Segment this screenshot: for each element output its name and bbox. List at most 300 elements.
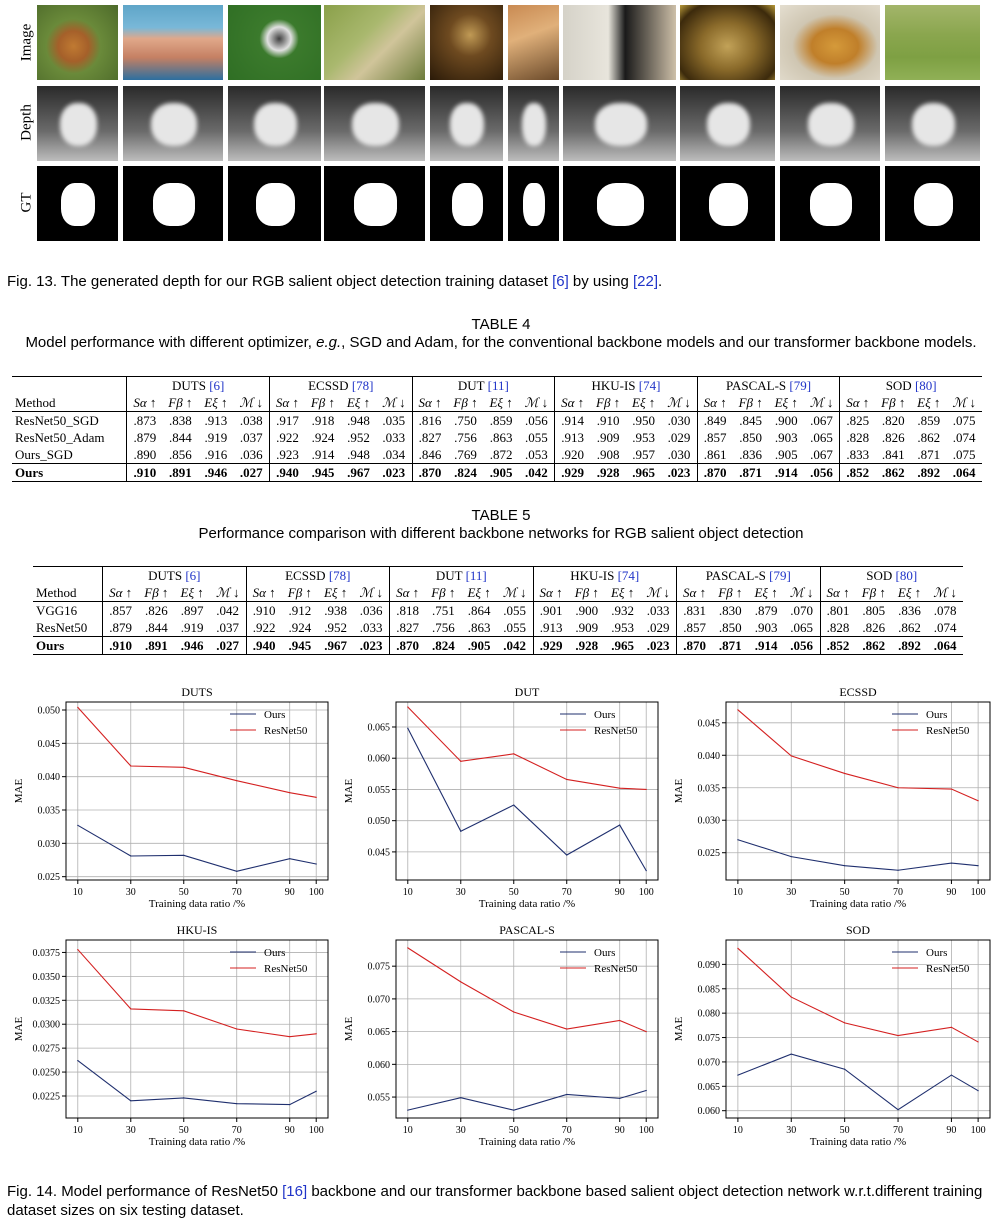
data-point [236,780,237,781]
value-cell: .890 [127,446,162,464]
value-cell: .036 [359,603,383,618]
dataset-header: DUTS [6] [127,377,270,395]
metric-header: Sα ↑ [555,394,590,412]
metric-header: Fβ ↑ [712,584,748,602]
sample-image [885,5,980,80]
series-line-ours [738,840,978,871]
data-point [460,831,461,832]
value-cell: .042 [216,603,240,618]
y-tick-label: 0.060 [367,753,390,765]
x-tick-label: 50 [178,887,189,898]
x-tick-label: 30 [125,887,136,898]
y-tick-label: 0.045 [37,738,60,750]
value-cell: .952 [347,430,370,445]
value-cell: .035 [382,413,406,428]
data-point [737,709,738,710]
data-point [77,707,78,708]
value-cell: .846 [412,446,447,464]
value-cell: .967 [341,464,376,482]
chart-title: PASCAL-S [499,923,555,937]
data-point [646,870,647,871]
x-tick-label: 50 [508,887,519,898]
value-cell: .820 [881,413,905,428]
value-cell: .756 [431,620,455,635]
x-tick-label: 10 [402,887,413,898]
citation-link[interactable]: [80] [895,568,918,583]
value-cell: .055 [524,430,548,445]
data-point [844,773,845,774]
value-cell: .870 [677,637,713,655]
citation-link[interactable]: [11] [487,378,509,393]
citation-link[interactable]: [22] [632,273,658,290]
value-cell: .027 [210,637,246,655]
value-cell: .065 [810,430,833,445]
value-cell: .863 [489,430,513,445]
value-cell: .923 [270,446,305,464]
value-cell: .056 [804,464,840,482]
metric-header: ℳ ↓ [353,584,389,602]
value-cell: .074 [952,430,976,445]
x-tick-label: 70 [561,887,572,898]
value-cell: .857 [697,429,732,446]
data-point [897,870,898,871]
data-point [978,865,979,866]
x-tick-label: 70 [893,887,904,898]
data-point [791,755,792,756]
table-5-label: TABLE 5 [471,507,531,524]
metric-header: Fβ ↑ [282,584,318,602]
value-cell: .903 [774,430,798,445]
depth-map [228,86,321,161]
depth-map [508,86,559,161]
dataset-header: DUTS [6] [103,567,246,585]
data-point [316,1033,317,1034]
legend-label: Ours [264,709,286,721]
metric-header: Fβ ↑ [569,584,605,602]
metric-header: ℳ ↓ [927,584,963,602]
data-point [289,1104,290,1105]
value-cell: .023 [640,637,676,655]
caption-text: backbone and our transformer backbone based salient object detection network w.r.t.different training dataset sizes on six testing dataset. [7,1183,983,1219]
data-point [289,792,290,793]
value-cell: .910 [596,413,620,428]
value-cell: .856 [168,447,192,462]
method-cell: ResNet50_SGD [15,413,99,428]
value-cell: .913 [555,429,590,446]
sample-image [37,5,118,80]
caption-text: Fig. 14. Model performance of ResNet50 [7,1183,283,1200]
value-cell: .857 [103,602,139,620]
chart-title: DUTS [181,685,213,699]
x-tick-label: 70 [231,1125,242,1136]
metric-header: Sα ↑ [412,394,447,412]
data-point [183,1097,184,1098]
x-axis-label: Training data ratio /% [148,1136,246,1148]
data-point [791,856,792,857]
value-cell: .873 [127,412,162,430]
value-cell: .924 [311,430,335,445]
data-point [316,863,317,864]
x-tick-label: 30 [455,1125,466,1136]
value-cell: .844 [144,620,168,635]
metric-header: Sα ↑ [677,584,713,602]
value-cell: .891 [138,637,174,655]
value-cell: .861 [697,446,732,464]
value-cell: .053 [524,447,548,462]
citation-link[interactable]: [6] [552,273,569,290]
y-tick-label: 0.035 [697,783,720,795]
data-point [566,854,567,855]
series-line-ours [408,728,646,870]
value-cell: .033 [359,620,383,635]
x-tick-label: 100 [970,887,986,898]
value-cell: .030 [667,413,691,428]
data-point [566,1028,567,1029]
y-tick-label: 0.0375 [32,947,60,959]
dataset-header: HKU-IS [74] [533,567,676,585]
metric-header: Fβ ↑ [875,394,911,412]
depth-map [324,86,425,161]
metric-header: Fβ ↑ [856,584,892,602]
value-cell: .870 [412,464,447,482]
legend-label: ResNet50 [926,725,970,737]
table-row [33,602,963,620]
x-tick-label: 50 [508,1125,519,1136]
y-tick-label: 0.0300 [32,1019,60,1031]
y-axis-label: MAE [673,778,685,804]
table-5 [33,566,963,655]
value-cell: .833 [840,446,875,464]
table-4-caption: Model performance with different optimizer, e.g., SGD and Adam, for the conventional backbone models and our transformer backbone models. [25,334,977,351]
depth-map [123,86,223,161]
value-cell: .919 [180,620,204,635]
metric-header: Eξ ↑ [748,584,783,602]
sample-image [508,5,559,80]
value-cell: .769 [454,447,477,462]
y-tick-label: 0.0225 [32,1091,60,1103]
data-point [897,1109,898,1110]
legend-label: ResNet50 [264,963,308,975]
metric-header: Sα ↑ [697,394,732,412]
x-tick-label: 30 [786,887,797,898]
sample-image [228,5,321,80]
y-tick-label: 0.060 [697,1106,720,1118]
table-4 [12,376,982,482]
ground-truth-mask [37,166,118,241]
x-tick-label: 10 [72,887,83,898]
value-cell: .967 [318,637,353,655]
citation-link[interactable]: [79] [789,378,812,393]
value-cell: .078 [933,603,957,618]
value-cell: .831 [677,602,713,620]
y-tick-label: 0.070 [697,1057,720,1069]
metric-header: Eξ ↑ [198,394,233,412]
data-point [77,949,78,950]
metric-header: Fβ ↑ [138,584,174,602]
data-point [130,1100,131,1101]
x-tick-label: 70 [893,1125,904,1136]
data-point [844,1069,845,1070]
data-point [407,947,408,948]
depth-map [37,86,118,161]
sample-image [563,5,676,80]
data-point [737,948,738,949]
data-point [737,1074,738,1075]
value-cell: .862 [856,637,892,655]
depth-map [563,86,676,161]
y-tick-label: 0.075 [697,1033,720,1045]
method-cell: Ours [33,637,103,655]
value-cell: .023 [661,464,697,482]
chart-hku-is [0,918,340,1148]
method-cell: VGG16 [36,603,78,618]
caption-text: . [658,273,663,290]
citation-link[interactable]: [6] [185,568,201,583]
y-tick-label: 0.040 [37,772,60,784]
y-tick-label: 0.065 [367,722,390,734]
citation-link[interactable]: [78] [328,568,351,583]
value-cell: .859 [917,413,941,428]
value-cell: .871 [917,447,941,462]
value-cell: .909 [575,620,599,635]
x-tick-label: 30 [455,887,466,898]
legend-label: Ours [926,709,948,721]
x-axis-label: Training data ratio /% [148,898,246,910]
value-cell: .929 [555,464,590,482]
citation-link[interactable]: [78] [351,378,374,393]
value-cell: .023 [353,637,389,655]
metric-header: Eξ ↑ [626,394,661,412]
x-tick-label: 50 [839,1125,850,1136]
value-cell: .824 [447,464,483,482]
y-axis-label: MAE [343,1016,355,1042]
ground-truth-mask [123,166,223,241]
value-cell: .756 [454,430,477,445]
value-cell: .871 [712,637,748,655]
citation-link[interactable]: [16] [282,1183,308,1200]
y-tick-label: 0.055 [367,1092,390,1104]
value-cell: .948 [347,413,370,428]
legend-label: Ours [594,709,616,721]
value-cell: .036 [239,447,263,462]
metric-header: Eξ ↑ [175,584,210,602]
metric-header: Sα ↑ [270,394,305,412]
dataset-header: DUT [11] [412,377,555,395]
method-header: Method [12,394,127,412]
x-tick-label: 70 [561,1125,572,1136]
data-point [844,1022,845,1023]
value-cell: .917 [270,412,305,430]
value-cell: .953 [611,620,634,635]
x-tick-label: 50 [839,887,850,898]
citation-link[interactable]: [6] [209,378,225,393]
value-cell: .922 [246,619,282,637]
value-cell: .900 [774,413,798,428]
chart-sod [660,918,1002,1148]
x-tick-label: 30 [786,1125,797,1136]
table-row [33,619,963,637]
value-cell: .033 [382,430,406,445]
y-tick-label: 0.065 [697,1081,720,1093]
value-cell: .751 [431,603,455,618]
value-cell: .903 [754,620,778,635]
metric-header: ℳ ↓ [640,584,676,602]
value-cell: .824 [425,637,461,655]
value-cell: .897 [180,603,204,618]
sample-image [123,5,223,80]
depth-map [430,86,503,161]
x-axis-label: Training data ratio /% [809,1136,907,1148]
data-point [566,779,567,780]
metric-header: Eξ ↑ [911,394,946,412]
data-point [646,789,647,790]
legend-label: Ours [264,947,286,959]
y-tick-label: 0.045 [697,718,720,730]
value-cell: .912 [288,603,312,618]
x-tick-label: 100 [308,887,324,898]
value-cell: .818 [390,602,426,620]
metric-header: ℳ ↓ [497,584,533,602]
value-cell: .916 [204,447,228,462]
value-cell: .914 [748,637,783,655]
y-tick-label: 0.050 [37,705,60,717]
chart-dut [330,680,670,910]
data-point [619,788,620,789]
method-cell: Ours [12,464,127,482]
value-cell: .055 [503,620,526,635]
value-cell: .918 [311,413,335,428]
metric-header: ℳ ↓ [784,584,820,602]
citation-link[interactable]: [11] [465,568,487,583]
metric-header: Eξ ↑ [892,584,927,602]
data-point [77,825,78,826]
row-label-image: Image [18,23,35,62]
x-tick-label: 10 [72,1125,83,1136]
value-cell: .910 [103,637,139,655]
value-cell: .857 [677,619,713,637]
metric-header: Eξ ↑ [461,584,496,602]
ground-truth-mask [228,166,321,241]
value-cell: .871 [733,464,769,482]
chart-ecssd [660,680,1002,910]
method-cell: Ours_SGD [15,447,73,462]
data-point [737,839,738,840]
value-cell: .852 [820,637,856,655]
dataset-header: PASCAL-S [79] [677,567,820,585]
value-cell: .946 [198,464,233,482]
method-cell: ResNet50 [36,620,88,635]
y-tick-label: 0.085 [697,984,720,996]
series-line-ours [78,1061,316,1105]
metric-header: ℳ ↓ [210,584,246,602]
y-tick-label: 0.045 [367,847,390,859]
data-point [897,787,898,788]
data-point [951,1074,952,1075]
y-tick-label: 0.040 [697,750,720,762]
metric-header: Fβ ↑ [162,394,198,412]
citation-link[interactable]: [80] [914,378,937,393]
data-point [183,767,184,768]
x-axis-label: Training data ratio /% [478,1136,576,1148]
table-row [12,446,982,464]
value-cell: .074 [933,620,957,635]
value-cell: .862 [917,430,941,445]
dataset-header: SOD [80] [840,377,982,395]
value-cell: .034 [382,447,406,462]
citation-link[interactable]: [79] [769,568,791,583]
data-point [951,788,952,789]
y-tick-label: 0.030 [37,838,60,850]
x-tick-label: 70 [231,887,242,898]
depth-map [780,86,880,161]
value-cell: .940 [246,637,282,655]
value-cell: .932 [611,603,634,618]
data-point [513,804,514,805]
figure-14-caption [7,1182,997,1220]
data-point [407,706,408,707]
value-cell: .862 [875,464,911,482]
data-point [513,1110,514,1111]
metric-header: ℳ ↓ [946,394,982,412]
value-cell: .879 [127,429,162,446]
value-cell: .055 [503,603,526,618]
table-header-row [33,567,963,585]
data-point [978,1041,979,1042]
value-cell: .892 [911,464,946,482]
table-row [12,429,982,446]
data-point [316,797,317,798]
table-4-label: TABLE 4 [471,316,531,333]
metric-header: Eξ ↑ [605,584,640,602]
citation-link[interactable]: [74] [638,378,661,393]
value-cell: .909 [596,430,620,445]
x-tick-label: 90 [946,887,957,898]
metric-header: Fβ ↑ [305,394,341,412]
value-cell: .870 [390,637,426,655]
x-tick-label: 100 [970,1125,986,1136]
data-point [130,855,131,856]
value-cell: .946 [175,637,210,655]
value-cell: .838 [168,413,192,428]
x-tick-label: 10 [402,1125,413,1136]
legend-label: Ours [594,947,616,959]
data-point [951,1027,952,1028]
data-point [513,753,514,754]
method-cell: ResNet50_Adam [15,430,105,445]
ground-truth-mask [885,166,980,241]
value-cell: .900 [575,603,599,618]
metric-header: ℳ ↓ [519,394,555,412]
table-row [12,412,982,430]
data-point [619,824,620,825]
series-line-ours [408,1091,646,1111]
x-tick-label: 90 [614,887,625,898]
y-tick-label: 0.070 [367,994,390,1006]
value-cell: .075 [952,413,976,428]
dataset-header: SOD [80] [820,567,963,585]
sample-image [780,5,880,80]
y-tick-label: 0.075 [367,961,390,973]
value-cell: .910 [127,464,162,482]
table-row [12,464,982,482]
metric-header-row [33,584,963,602]
value-cell: .037 [216,620,240,635]
metric-header: Sα ↑ [246,584,282,602]
y-tick-label: 0.060 [367,1059,390,1071]
data-point [619,1098,620,1099]
citation-link[interactable]: [74] [617,568,640,583]
value-cell: .953 [632,430,656,445]
